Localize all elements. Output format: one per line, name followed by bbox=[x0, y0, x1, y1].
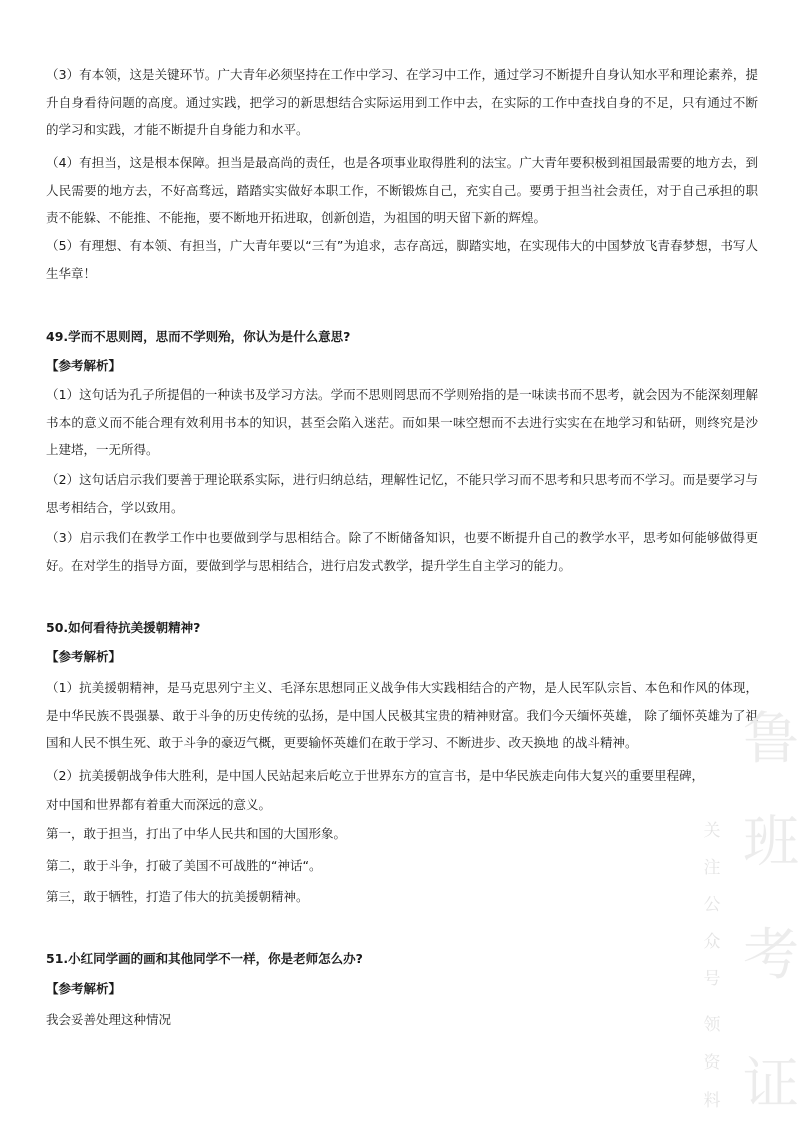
watermark-small-char: 注 bbox=[703, 858, 721, 878]
watermark-char: 考 bbox=[743, 923, 799, 988]
watermark-small-char: 公 bbox=[703, 895, 721, 915]
watermark-small-char: 号 bbox=[703, 969, 721, 989]
paragraph-3: （3）有本领，这是关键环节。广大青年必须坚持在工作中学习、在学习中工作，通过学习不断提升自身认知水平和理论素养，提升自身看待问题的高度。通过实践，把学习的新思想结合实际运用到工作中去，在实际的工作中查找自身的不足，只有通过不断的学习和实践，才能不断提升自身能力和水平。 bbox=[46, 67, 758, 137]
watermark-small-char: 料 bbox=[703, 1091, 721, 1111]
watermark-small-char: 关 bbox=[703, 821, 721, 841]
answer-50-2-continued: 对中国和世界都有着重大而深远的意义。 bbox=[46, 797, 272, 812]
question-51: 51.小红同学画的画和其他同学不一样，你是老师怎么办? bbox=[46, 951, 363, 966]
watermark-char: 班 bbox=[743, 810, 799, 875]
paragraph-4: （4）有担当，这是根本保障。担当是最高尚的责任，也是各项事业取得胜利的法宝。广大青年要积极到祖国最需要的地方去，到人民需要的地方去，不好高骛远，踏踏实实做好本职工作，不断锻炼自己，充实自己。要勇于担当社会责任，对于自己承担的职责不能躲、不能推、不能拖，要不断地开拓进取，创新创造，为祖国的明天留下新的辉煌。 bbox=[46, 155, 758, 225]
reference-analysis-50: 【参考解析】 bbox=[46, 649, 122, 664]
reference-analysis-49: 【参考解析】 bbox=[46, 358, 122, 373]
paragraph-5: （5）有理想、有本领、有担当，广大青年要以“三有”为追求，志存高远，脚踏实地，在实现伟大的中国梦放飞青春梦想，书写人生华章！ bbox=[46, 238, 758, 281]
watermark-char: 证 bbox=[743, 1052, 799, 1117]
answer-51-1: 我会妥善处理这种情况 bbox=[46, 1012, 172, 1027]
question-50: 50.如何看待抗美援朝精神? bbox=[46, 620, 201, 635]
answer-49-2: （2）这句话启示我们要善于理论联系实际，进行归纳总结，理解性记忆，不能只学习而不思考和只思考而不学习。而是要学习与思考相结合，学以致用。 bbox=[46, 472, 758, 515]
question-49: 49.学而不思则罔，思而不学则殆，你认为是什么意思? bbox=[46, 329, 351, 344]
watermark-small-char: 领 bbox=[703, 1015, 721, 1035]
answer-49-3: （3）启示我们在教学工作中也要做到学与思相结合。除了不断储备知识，也要不断提升自己的教学水平，思考如何能够做得更好。在对学生的指导方面，要做到学与思相结合，进行启发式教学，提升学生自主学习的能力。 bbox=[46, 530, 758, 573]
answer-50-4: 第二，敢于斗争，打破了美国不可战胜的“神话“。 bbox=[46, 858, 322, 873]
answer-50-2: （2）抗美援朝战争伟大胜利，是中国人民站起来后屹立于世界东方的宣言书，是中华民族走向伟大复兴的重要里程碑， bbox=[46, 768, 704, 783]
reference-analysis-51: 【参考解析】 bbox=[46, 981, 122, 996]
answer-50-1: （1）抗美援朝精神，是马克思列宁主义、毛泽东思想同正义战争伟大实践相结合的产物，是人民军队宗旨、本色和作风的体现，是中华民族不畏强暴、敢于斗争的历史传统的弘扬，是中国人民极其宝贵的精神财富。我们今天缅怀英雄， 除了缅怀英雄为了祖国和人民不惧生死、敢于斗争的豪迈气概，更要输怀英雄们在敢于学习、不断进步、改天换地 的战斗精神。 bbox=[46, 680, 758, 750]
watermark-small-char: 资 bbox=[703, 1053, 721, 1073]
watermark-char: 鲁 bbox=[743, 707, 799, 772]
watermark-small-char: 众 bbox=[703, 932, 721, 952]
answer-49-1: （1）这句话为孔子所提倡的一种读书及学习方法。学而不思则罔思而不学则殆指的是一味读书而不思考，就会因为不能深刻理解书本的意义而不能合理有效利用书本的知识，甚至会陷入迷茫。而如果一味空想而不去进行实实在在地学习和钻研，则终究是沙上建塔，一无所得。 bbox=[46, 387, 758, 457]
answer-50-5: 第三，敢于牺牲，打造了伟大的抗美援朝精神。 bbox=[46, 889, 309, 904]
answer-50-3: 第一，敢于担当，打出了中华人民共和国的大国形象。 bbox=[46, 826, 347, 841]
